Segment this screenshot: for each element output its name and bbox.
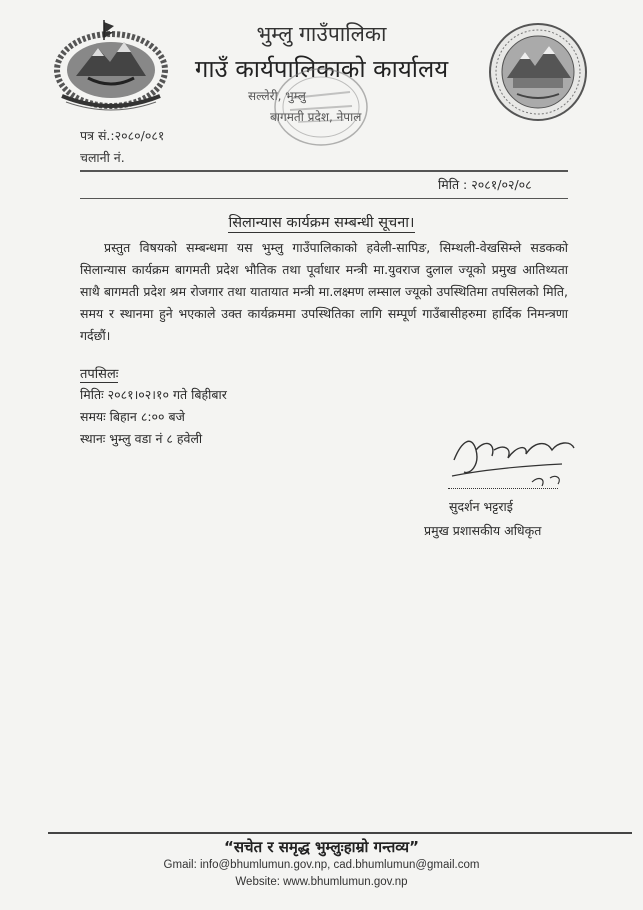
event-place: स्थानः भुम्लु वडा नं ८ हवेली bbox=[80, 431, 203, 446]
notice-body: प्रस्तुत विषयको सम्बन्धमा यस भुम्लु गाउँपालिकाको हवेली-सापिङ, सिम्थली-वेखसिम्ले सडकको सिलान्यास कार्यक्रम बागमती प्रदेश भौतिक तथा पूर्वाधार मन्त्री मा.युवराज दुलाल ज्यूको प्रमुख आतिथ्यता साथै बागमती प्रदेश श्रम रोजगार तथा यातायात मन्त्री मा.लक्ष्मण लम्साल ज्यूको उपस्थितिमा तपसिलको मिति, समय र स्थानमा हुने भएकाले उक्त कार्यक्रममा उपस्थितिका लागि सम्पूर्ण गाउँबासीहरुमा हार्दिक निमन्त्रणा गर्दछौं। bbox=[80, 240, 568, 343]
footer-email: Gmail: info@bhumlumun.gov.np, cad.bhumlumun@gmail.com bbox=[163, 859, 480, 871]
letter-reference-number: पत्र सं.:२०८०/०८१ bbox=[80, 128, 165, 143]
office-name: गाउँ कार्यपालिकाको कार्यालय bbox=[194, 55, 449, 83]
footer-divider bbox=[48, 832, 632, 834]
signature-line bbox=[448, 488, 558, 489]
event-date: मितिः २०८१।०२।१० गते बिहीबार bbox=[80, 387, 227, 402]
footer-website: Website: www.bhumlumun.gov.np bbox=[235, 876, 408, 888]
header-divider bbox=[80, 170, 568, 172]
signatory-name: सुदर्शन भट्टराई bbox=[449, 499, 513, 514]
footer-slogan: “सचेत र समृद्ध भुम्लुःहाम्रो गन्तव्य” bbox=[224, 838, 419, 856]
office-province: बागमती प्रदेश, नेपाल bbox=[270, 110, 362, 124]
signature-icon bbox=[442, 420, 592, 495]
details-heading bbox=[80, 364, 118, 382]
dispatch-number: चलानी नं. bbox=[80, 150, 125, 165]
notice-subject bbox=[0, 212, 643, 232]
notice-subject-text: सिलान्यास कार्यक्रम सम्बन्धी सूचना। bbox=[228, 215, 415, 231]
details-heading-text: तपसिलः bbox=[80, 367, 119, 382]
municipality-name: भुम्लु गाउँपालिका bbox=[256, 22, 387, 46]
office-address: सल्लेरी, भुम्लु bbox=[248, 89, 306, 103]
official-stamp-icon bbox=[262, 62, 380, 152]
date-divider bbox=[80, 198, 568, 199]
event-time: समयः बिहान ८:०० बजे bbox=[80, 409, 185, 424]
signatory-title: प्रमुख प्रशासकीय अधिकृत bbox=[424, 523, 542, 538]
letter-date: मिति : २०८१/०२/०८ bbox=[438, 177, 532, 192]
